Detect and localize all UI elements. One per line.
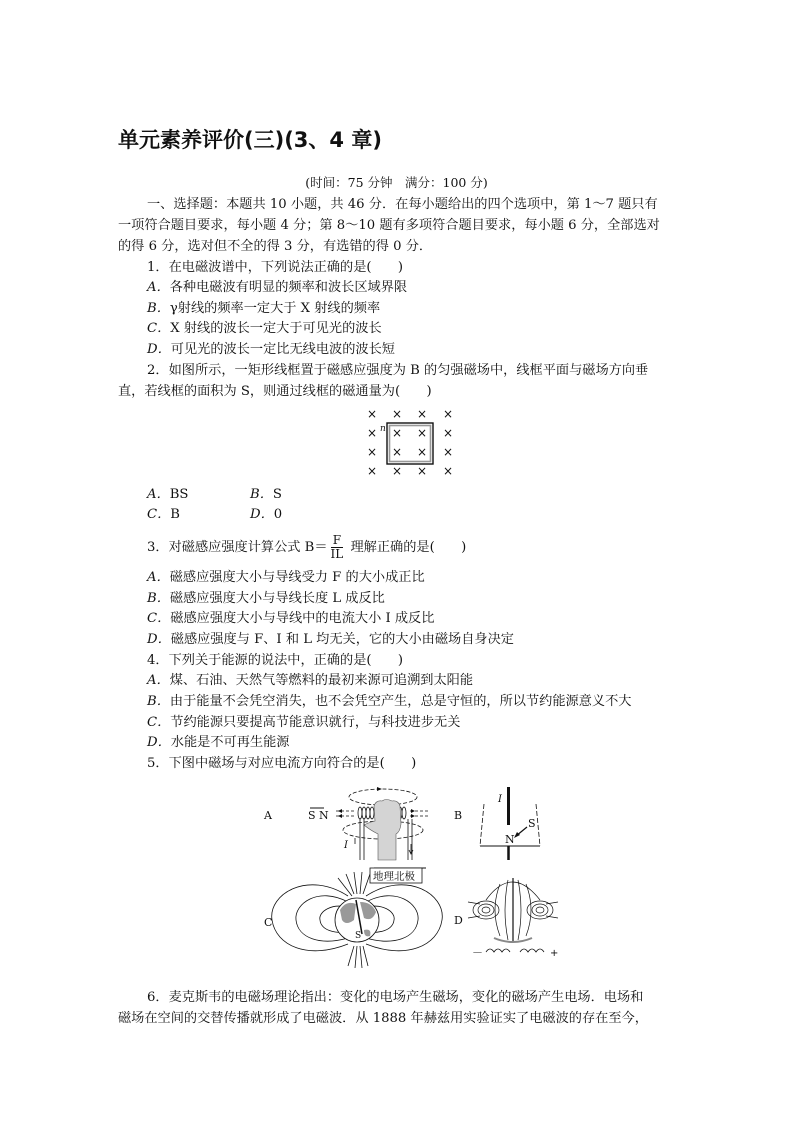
question-1-option-b — [147, 300, 380, 318]
field-x-mark: × — [391, 445, 403, 459]
option-label: A． — [147, 570, 170, 585]
figure-a-solenoid — [258, 780, 443, 870]
question-2-stem-line-1: 2．如图所示，一矩形线框置于磁感应强度为 B 的匀强磁场中，线框平面与磁场方向垂 — [147, 363, 649, 378]
question-4-option-a — [147, 672, 473, 690]
exam-info: (时间：75 分钟 满分：100 分) — [305, 175, 488, 190]
question-2-option-a — [147, 486, 188, 504]
question-6-line-1: 6．麦克斯韦的电磁场理论指出：变化的电场产生磁场，变化的磁场产生电场．电场和 — [147, 990, 644, 1005]
option-label: D． — [250, 507, 274, 522]
field-x-mark: × — [442, 464, 454, 478]
field-x-mark: × — [416, 464, 428, 478]
option-text: 磁感应强度大小与导线中的电流大小 I 成反比 — [170, 611, 435, 626]
figure-d-label: D — [454, 914, 463, 927]
figure-b-north: N — [505, 833, 515, 846]
option-text: 由于能量不会凭空消失，也不会凭空产生，总是守恒的，所以节约能源意义不大 — [169, 694, 632, 709]
field-x-mark: × — [442, 445, 454, 459]
question-2-stem-line-2: 直，若线框的面积为 S，则通过线框的磁通量为( ) — [118, 384, 432, 399]
field-x-mark: × — [391, 407, 403, 421]
option-label: B． — [147, 591, 170, 606]
field-x-mark: × — [366, 407, 378, 421]
question-3-stem — [147, 534, 466, 561]
frame-label: n — [380, 424, 386, 434]
question-6-line-2: 磁场在空间的交替传播就形成了电磁波．从 1888 年赫兹用实验证实了电磁波的存在至今， — [118, 1011, 648, 1026]
option-text: 0 — [273, 507, 283, 522]
question-1-stem: 1．在电磁波谱中，下列说法正确的是( ) — [147, 260, 404, 275]
option-text: 磁感应强度大小与导线长度 L 成反比 — [169, 591, 385, 606]
option-label: D． — [147, 342, 171, 357]
section-intro-line-3: 的得 6 分，选对但不全的得 3 分，有选错的得 0 分． — [118, 239, 433, 254]
option-label: C． — [147, 715, 171, 730]
option-label: D． — [147, 735, 171, 750]
option-text: 水能是不可再生能源 — [170, 735, 290, 750]
option-text: X 射线的波长一定大于可见光的波长 — [170, 321, 382, 336]
question-4-option-c — [147, 714, 460, 732]
stem-after: 理解正确的是( ) — [346, 540, 467, 555]
question-4-option-d — [147, 734, 289, 752]
field-x-mark: × — [366, 426, 378, 440]
option-text: γ射线的频率一定大于 X 射线的频率 — [169, 301, 381, 316]
option-label: C． — [147, 611, 171, 626]
field-marks — [367, 407, 453, 478]
question-4-stem: 4．下列关于能源的说法中，正确的是( ) — [147, 653, 404, 668]
option-text: BS — [169, 487, 189, 502]
field-x-mark: × — [391, 426, 403, 440]
option-text: 可见光的波长一定比无线电波的波长短 — [170, 342, 395, 357]
question-1-option-a — [147, 279, 407, 297]
figure-b-south: S — [528, 817, 536, 830]
field-x-mark: × — [391, 464, 403, 478]
figure-b-wire-compass — [450, 780, 560, 862]
option-label: D． — [147, 632, 171, 647]
figure-d-plus: + — [550, 948, 559, 958]
option-label: A． — [147, 673, 170, 688]
question-5-stem: 5．下图中磁场与对应电流方向符合的是( ) — [147, 756, 417, 771]
figure-a-label: A — [264, 809, 272, 822]
option-text: 煤、石油、天然气等燃料的最初来源可追溯到太阳能 — [169, 673, 474, 688]
option-text: B — [170, 507, 180, 522]
option-label: B． — [147, 301, 170, 316]
question-3-option-b — [147, 590, 385, 608]
figure-b-current: I — [498, 794, 502, 805]
option-text: 各种电磁波有明显的频率和波长区域界限 — [169, 280, 408, 295]
option-text: 磁感应强度与 F、I 和 L 均无关，它的大小由磁场自身决定 — [170, 632, 514, 647]
formula-fraction — [331, 534, 344, 561]
field-x-mark: × — [416, 445, 428, 459]
field-x-mark: × — [442, 407, 454, 421]
page-title: 单元素养评价(三)(3、4 章) — [118, 128, 382, 152]
figure-a-current: I — [344, 840, 348, 851]
question-3-option-a — [147, 569, 425, 587]
figure-d-minus: － — [472, 946, 483, 958]
option-label: B． — [147, 694, 170, 709]
option-label: C． — [147, 321, 171, 336]
question-2-option-c — [147, 506, 180, 524]
geographic-north-callout: 地理北极 — [373, 870, 415, 883]
figure-c-south: S — [355, 931, 362, 941]
stem-before: 3．对磁感应强度计算公式 B＝ — [147, 540, 328, 555]
figure-b-label: B — [454, 809, 463, 822]
section-intro-line-2: 一项符合题目要求，每小题 4 分；第 8～10 题有多项符合题目要求，每小题 6 分，全部选对 — [118, 218, 660, 233]
figure-c-earth-field — [258, 864, 453, 970]
field-x-mark: × — [366, 464, 378, 478]
field-x-mark: × — [366, 445, 378, 459]
option-label: A． — [147, 487, 170, 502]
question-2-option-d — [250, 506, 282, 524]
option-text: S — [272, 487, 282, 502]
option-text: 节约能源只要提高节能意识就行，与科技进步无关 — [170, 715, 461, 730]
fraction-denominator: IL — [330, 547, 344, 561]
question-1-option-d — [147, 341, 395, 359]
field-x-mark: × — [442, 426, 454, 440]
question-3-option-c — [147, 610, 434, 628]
option-label: A． — [147, 280, 170, 295]
option-text: 磁感应强度大小与导线受力 F 的大小成正比 — [169, 570, 425, 585]
question-3-option-d — [147, 631, 514, 649]
field-x-mark: × — [416, 426, 428, 440]
magnetic-field-frame-figure — [360, 404, 460, 478]
option-label: B． — [250, 487, 273, 502]
option-label: C． — [147, 507, 171, 522]
field-x-mark: × — [416, 407, 428, 421]
question-1-option-c — [147, 320, 382, 338]
figure-d-solenoid-field — [450, 870, 560, 958]
fraction-numerator: F — [331, 534, 344, 548]
section-intro-line-1: 一、选择题：本题共 10 小题，共 46 分．在每小题给出的四个选项中，第 1～7 题只有 — [147, 197, 658, 212]
question-4-option-b — [147, 693, 631, 711]
question-2-option-b — [250, 486, 282, 504]
figure-c-label: C — [264, 916, 273, 929]
figure-a-poles: S N — [308, 809, 329, 822]
